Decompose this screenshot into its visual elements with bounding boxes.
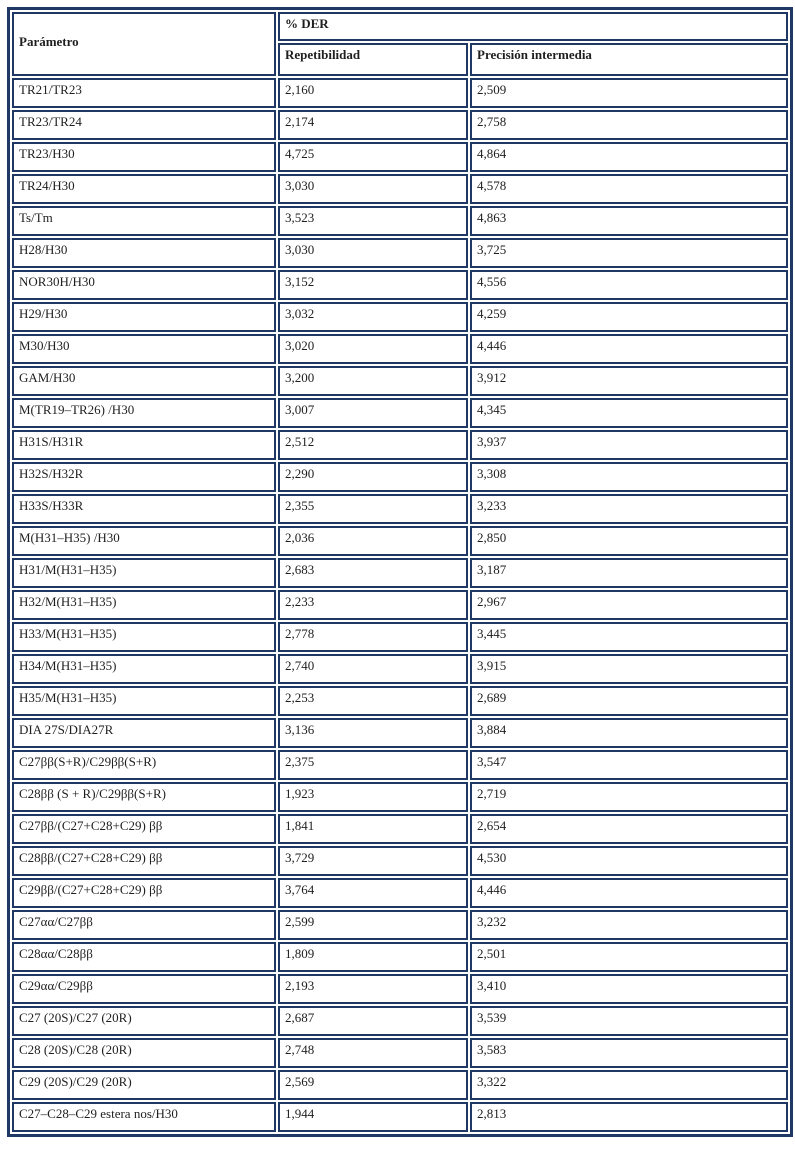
repetibilidad-cell: 2,160: [278, 78, 468, 108]
repetibilidad-cell: 2,253: [278, 686, 468, 716]
repetibilidad-cell: 3,764: [278, 878, 468, 908]
table-row: [12, 686, 788, 716]
precision-cell: 2,501: [470, 942, 788, 972]
precision-cell: 3,187: [470, 558, 788, 588]
precision-cell: 3,547: [470, 750, 788, 780]
table-row: [12, 942, 788, 972]
repetibilidad-cell: 3,152: [278, 270, 468, 300]
precision-cell: 2,509: [470, 78, 788, 108]
param-cell: H35/M(H31–H35): [12, 686, 276, 716]
table-row: [12, 622, 788, 652]
table-row: [12, 1038, 788, 1068]
precision-cell: 2,689: [470, 686, 788, 716]
header-repetibilidad: Repetibilidad: [278, 43, 468, 76]
param-cell: C28ββ (S + R)/C29ββ(S+R): [12, 782, 276, 812]
table-row: [12, 782, 788, 812]
repetibilidad-cell: 3,032: [278, 302, 468, 332]
table-row: [12, 654, 788, 684]
precision-cell: 4,578: [470, 174, 788, 204]
repetibilidad-cell: 3,523: [278, 206, 468, 236]
precision-cell: 3,445: [470, 622, 788, 652]
precision-cell: 2,967: [470, 590, 788, 620]
table-row: [12, 238, 788, 268]
param-cell: H32S/H32R: [12, 462, 276, 492]
param-cell: M(TR19–TR26) /H30: [12, 398, 276, 428]
table-row: [12, 110, 788, 140]
repetibilidad-cell: 2,599: [278, 910, 468, 940]
precision-cell: 3,915: [470, 654, 788, 684]
repetibilidad-cell: 4,725: [278, 142, 468, 172]
param-cell: Ts/Tm: [12, 206, 276, 236]
param-cell: M(H31–H35) /H30: [12, 526, 276, 556]
table-row: [12, 302, 788, 332]
param-cell: H31S/H31R: [12, 430, 276, 460]
param-cell: M30/H30: [12, 334, 276, 364]
table-body: [12, 78, 788, 1132]
param-cell: NOR30H/H30: [12, 270, 276, 300]
precision-cell: 3,233: [470, 494, 788, 524]
repetibilidad-cell: 3,136: [278, 718, 468, 748]
table-row: [12, 750, 788, 780]
table-row: [12, 1102, 788, 1132]
repetibilidad-cell: 1,809: [278, 942, 468, 972]
param-cell: C27αα/C27ββ: [12, 910, 276, 940]
table-row: [12, 590, 788, 620]
repetibilidad-cell: 2,233: [278, 590, 468, 620]
table-row: [12, 430, 788, 460]
precision-cell: 3,583: [470, 1038, 788, 1068]
table-row: [12, 846, 788, 876]
param-cell: H34/M(H31–H35): [12, 654, 276, 684]
precision-cell: 4,530: [470, 846, 788, 876]
precision-cell: 2,719: [470, 782, 788, 812]
param-cell: C28 (20S)/C28 (20R): [12, 1038, 276, 1068]
repetibilidad-cell: 2,193: [278, 974, 468, 1004]
param-cell: TR24/H30: [12, 174, 276, 204]
param-cell: C28αα/C28ββ: [12, 942, 276, 972]
param-cell: H28/H30: [12, 238, 276, 268]
param-cell: H32/M(H31–H35): [12, 590, 276, 620]
repetibilidad-cell: 1,841: [278, 814, 468, 844]
repetibilidad-cell: 3,030: [278, 238, 468, 268]
param-cell: C27ββ(S+R)/C29ββ(S+R): [12, 750, 276, 780]
param-cell: C27ββ/(C27+C28+C29) ββ: [12, 814, 276, 844]
table-row: [12, 142, 788, 172]
precision-cell: 4,864: [470, 142, 788, 172]
repetibilidad-cell: 1,923: [278, 782, 468, 812]
param-cell: H33S/H33R: [12, 494, 276, 524]
repetibilidad-cell: 2,683: [278, 558, 468, 588]
param-cell: H29/H30: [12, 302, 276, 332]
param-cell: C27 (20S)/C27 (20R): [12, 1006, 276, 1036]
repetibilidad-cell: 2,740: [278, 654, 468, 684]
precision-cell: 3,232: [470, 910, 788, 940]
param-cell: C29ββ/(C27+C28+C29) ββ: [12, 878, 276, 908]
repetibilidad-cell: 2,748: [278, 1038, 468, 1068]
table-row: [12, 334, 788, 364]
repetibilidad-cell: 2,036: [278, 526, 468, 556]
repetibilidad-cell: 2,355: [278, 494, 468, 524]
table-row: [12, 174, 788, 204]
table-row: [12, 814, 788, 844]
precision-cell: 3,725: [470, 238, 788, 268]
param-cell: TR23/H30: [12, 142, 276, 172]
repetibilidad-cell: 2,375: [278, 750, 468, 780]
repetibilidad-cell: 2,778: [278, 622, 468, 652]
precision-cell: 4,259: [470, 302, 788, 332]
table-row: [12, 1006, 788, 1036]
table-row: [12, 878, 788, 908]
repetibilidad-cell: 1,944: [278, 1102, 468, 1132]
param-cell: GAM/H30: [12, 366, 276, 396]
param-cell: H31/M(H31–H35): [12, 558, 276, 588]
param-cell: C29 (20S)/C29 (20R): [12, 1070, 276, 1100]
precision-cell: 3,322: [470, 1070, 788, 1100]
precision-cell: 2,850: [470, 526, 788, 556]
table-row: [12, 1070, 788, 1100]
header-parametro: Parámetro: [12, 12, 276, 76]
repetibilidad-cell: 2,569: [278, 1070, 468, 1100]
table-row: [12, 462, 788, 492]
table-row: [12, 366, 788, 396]
param-cell: C27–C28–C29 estera nos/H30: [12, 1102, 276, 1132]
repetibilidad-cell: 3,200: [278, 366, 468, 396]
table-row: [12, 206, 788, 236]
precision-cell: 2,813: [470, 1102, 788, 1132]
table-row: [12, 974, 788, 1004]
precision-cell: 3,937: [470, 430, 788, 460]
param-cell: TR21/TR23: [12, 78, 276, 108]
table-row: [12, 558, 788, 588]
param-cell: C29αα/C29ββ: [12, 974, 276, 1004]
precision-cell: 4,345: [470, 398, 788, 428]
repetibilidad-cell: 3,007: [278, 398, 468, 428]
table-row: [12, 398, 788, 428]
precision-cell: 3,308: [470, 462, 788, 492]
precision-cell: 4,446: [470, 334, 788, 364]
repetibilidad-cell: 2,290: [278, 462, 468, 492]
table-row: [12, 718, 788, 748]
precision-table: [7, 7, 793, 1137]
repetibilidad-cell: 3,020: [278, 334, 468, 364]
header-group-row: [12, 12, 788, 41]
table-row: [12, 494, 788, 524]
precision-cell: 4,863: [470, 206, 788, 236]
precision-cell: 2,654: [470, 814, 788, 844]
precision-cell: 3,410: [470, 974, 788, 1004]
table-row: [12, 270, 788, 300]
repetibilidad-cell: 2,512: [278, 430, 468, 460]
header-der-group: % DER: [278, 12, 788, 41]
table-header: [12, 12, 788, 76]
repetibilidad-cell: 3,030: [278, 174, 468, 204]
header-precision-intermedia: Precisión intermedia: [470, 43, 788, 76]
precision-cell: 4,446: [470, 878, 788, 908]
precision-cell: 3,539: [470, 1006, 788, 1036]
repetibilidad-cell: 2,174: [278, 110, 468, 140]
table-row: [12, 526, 788, 556]
param-cell: DIA 27S/DIA27R: [12, 718, 276, 748]
repetibilidad-cell: 2,687: [278, 1006, 468, 1036]
precision-cell: 2,758: [470, 110, 788, 140]
precision-cell: 3,884: [470, 718, 788, 748]
precision-cell: 3,912: [470, 366, 788, 396]
table-row: [12, 78, 788, 108]
param-cell: C28ββ/(C27+C28+C29) ββ: [12, 846, 276, 876]
table-row: [12, 910, 788, 940]
repetibilidad-cell: 3,729: [278, 846, 468, 876]
param-cell: TR23/TR24: [12, 110, 276, 140]
precision-cell: 4,556: [470, 270, 788, 300]
param-cell: H33/M(H31–H35): [12, 622, 276, 652]
